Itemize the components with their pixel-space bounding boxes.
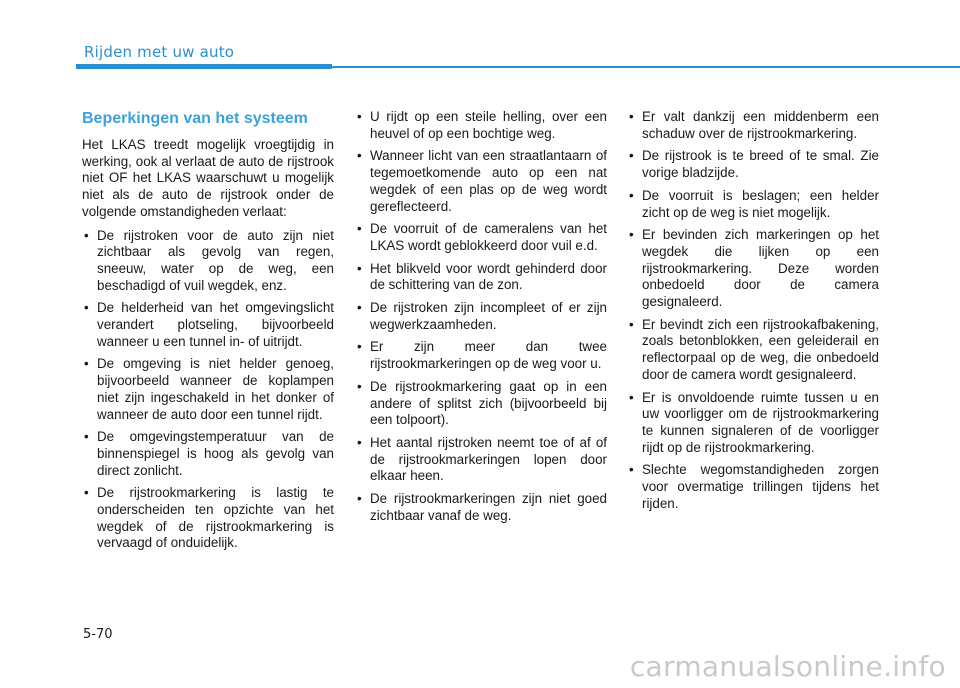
list-item: • De omgevingstemperatuur van de binnenspiegel is hoog als gevolg van direct zonlicht. <box>82 429 334 479</box>
list-item: • De rijstroken voor de auto zijn niet zichtbaar als gevolg van regen, sneeuw, water op de weg, een beschadigd of vuil wegdek, enz. <box>82 228 334 295</box>
list-item: • Het blikveld voor wordt gehinderd door de schittering van de zon. <box>355 261 607 294</box>
watermark: carmanualsonline.info <box>629 650 946 683</box>
column-2 <box>355 109 607 530</box>
header-rule-thin <box>332 66 960 68</box>
list-item: • De rijstrookmarkeringen zijn niet goed zichtbaar vanaf de weg. <box>355 491 607 524</box>
list-item: • De rijstrookmarkering gaat op in een andere of splitst zich (bijvoorbeeld bij een tolpoort). <box>355 379 607 429</box>
section-heading: Beperkingen van het systeem <box>82 110 308 127</box>
page-number: 5-70 <box>83 627 113 642</box>
header-rule-thick <box>76 64 332 69</box>
list-item: • De omgeving is niet helder genoeg, bijvoorbeeld wanneer de koplampen niet zijn ingeschakeld in het donker of wanneer de auto door een tunnel rijdt. <box>82 356 334 423</box>
list-item: • De rijstrook is te breed of te smal. Zie vorige bladzijde. <box>627 148 879 181</box>
list-item: • De rijstroken zijn incompleet of er zijn wegwerkzaamheden. <box>355 300 607 333</box>
bullet-list-col2 <box>355 109 607 524</box>
list-item: • De voorruit of de cameralens van het LKAS wordt geblokkeerd door vuil e.d. <box>355 221 607 254</box>
list-item: • Er bevinden zich markeringen op het wegdek die lijken op een rijstrookmarkering. Deze worden onbedoeld door de camera gesignaleerd. <box>627 227 879 311</box>
list-item: • Er is onvoldoende ruimte tussen u en uw voorligger om de rijstrookmarkering te kunnen signaleren of de voorligger rijdt op de rijstrookmarkering. <box>627 390 879 457</box>
list-item: • De voorruit is beslagen; een helder zicht op de weg is niet mogelijk. <box>627 188 879 221</box>
list-item: • De helderheid van het omgevingslicht verandert plotseling, bijvoorbeeld wanneer u een tunnel in- of uitrijdt. <box>82 300 334 350</box>
list-item: • Wanneer licht van een straatlantaarn of tegemoetkomende auto op een nat wegdek of een plas op de weg wordt gereflecteerd. <box>355 148 607 215</box>
list-item: • Er zijn meer dan twee rijstrookmarkeringen op de weg voor u. <box>355 339 607 372</box>
list-item: • Het aantal rijstroken neemt toe of af of de rijstrookmarkeringen lopen door elkaar heen. <box>355 435 607 485</box>
list-item: • U rijdt op een steile helling, over een heuvel of op een bochtige weg. <box>355 109 607 142</box>
bullet-list-col1 <box>82 228 334 553</box>
column-1 <box>82 109 334 558</box>
intro-paragraph: Het LKAS treedt mogelijk vroegtijdig in werking, ook al verlaat de auto de rijstrook niet OF het LKAS waarschuwt u mogelijk niet als de auto de rijstrook onder de volgende omstandigheden verlaat: <box>82 137 334 219</box>
chapter-title: Rijden met uw auto <box>84 43 235 61</box>
column-3 <box>627 109 879 518</box>
bullet-list-col3 <box>627 109 879 512</box>
list-item: • Er bevindt zich een rijstrookafbakening, zoals betonblokken, een geleiderail en reflectorpaal op de weg, die onbedoeld door de camera wordt gesignaleerd. <box>627 317 879 384</box>
list-item: • Er valt dankzij een middenberm een schaduw over de rijstrookmarkering. <box>627 109 879 142</box>
list-item: • De rijstrookmarkering is lastig te onderscheiden ten opzichte van het wegdek of de rijstrookmarkering is vervaagd of onduidelijk. <box>82 485 334 552</box>
list-item: • Slechte wegomstandigheden zorgen voor overmatige trillingen tijdens het rijden. <box>627 462 879 512</box>
